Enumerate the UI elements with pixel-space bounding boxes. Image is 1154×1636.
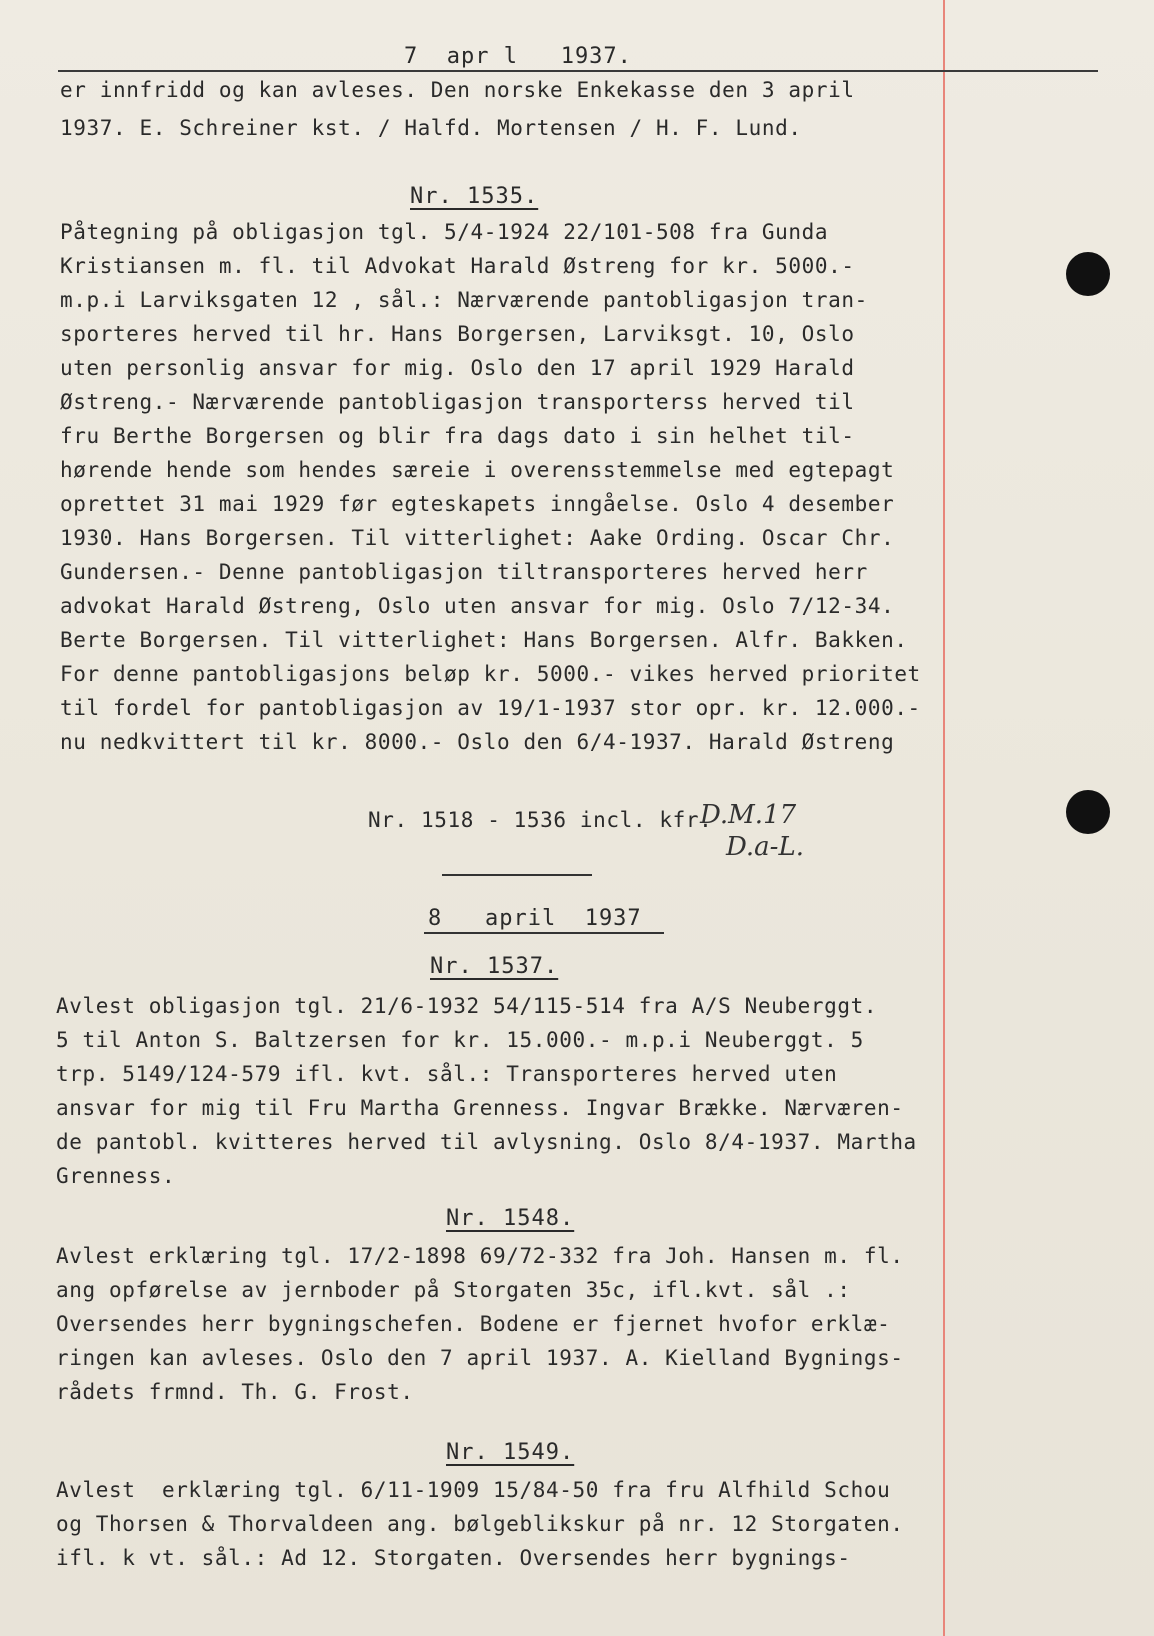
text-line: rådets frmnd. Th. G. Frost. bbox=[56, 1380, 414, 1404]
text-line: de pantobl. kvitteres herved til avlysning. Oslo 8/4-1937. Martha bbox=[56, 1130, 917, 1154]
header-rule bbox=[58, 70, 1098, 72]
page-date-header: 7 apr l 1937. bbox=[404, 44, 632, 69]
entry-heading: Nr. 1537. bbox=[430, 954, 559, 979]
text-line: advokat Harald Østreng, Oslo uten ansvar for mig. Oslo 7/12-34. bbox=[60, 594, 895, 618]
incl-reference: Nr. 1518 - 1536 incl. kfr. bbox=[368, 808, 713, 832]
section-divider bbox=[442, 874, 592, 876]
handwritten-signature: D.a-L. bbox=[726, 832, 804, 862]
text-line: Østreng.- Nærværende pantobligasjon transporterss herved til bbox=[60, 390, 855, 414]
text-line: ansvar for mig til Fru Martha Grenness. Ingvar Brække. Nærværen- bbox=[56, 1096, 904, 1120]
text-line: Kristiansen m. fl. til Advokat Harald Østreng for kr. 5000.- bbox=[60, 254, 855, 278]
text-line: trp. 5149/124-579 ifl. kvt. sål.: Transporteres herved uten bbox=[56, 1062, 838, 1086]
text-line: er innfridd og kan avleses. Den norske Enkekasse den 3 april bbox=[60, 78, 855, 102]
text-line: Avlest erklæring tgl. 6/11-1909 15/84-50 fra fru Alfhild Schou bbox=[56, 1478, 891, 1502]
text-line: ringen kan avleses. Oslo den 7 april 1937. A. Kielland Bygnings- bbox=[56, 1346, 904, 1370]
text-line: 5 til Anton S. Baltzersen for kr. 15.000.- m.p.i Neuberggt. 5 bbox=[56, 1028, 864, 1052]
text-line: til fordel for pantobligasjon av 19/1-1937 stor opr. kr. 12.000.- bbox=[60, 696, 921, 720]
text-line: For denne pantobligasjons beløp kr. 5000.- vikes herved prioritet bbox=[60, 662, 921, 686]
entry-heading: Nr. 1548. bbox=[446, 1206, 575, 1231]
text-line: Påtegning på obligasjon tgl. 5/4-1924 22/101-508 fra Gunda bbox=[60, 220, 829, 244]
text-line: Gundersen.- Denne pantobligasjon tiltransporteres herved herr bbox=[60, 560, 868, 584]
punch-hole-icon bbox=[1066, 252, 1110, 296]
text-line: Avlest obligasjon tgl. 21/6-1932 54/115-514 fra A/S Neuberggt. bbox=[56, 994, 878, 1018]
text-line: Berte Borgersen. Til vitterlighet: Hans Borgersen. Alfr. Bakken. bbox=[60, 628, 908, 652]
text-line: ang opførelse av jernboder på Storgaten 35c, ifl.kvt. sål .: bbox=[56, 1278, 851, 1302]
text-line: og Thorsen & Thorvaldeen ang. bølgeblikskur på nr. 12 Storgaten. bbox=[56, 1512, 904, 1536]
text-line: Oversendes herr bygningschefen. Bodene er fjernet hvofor erklæ- bbox=[56, 1312, 891, 1336]
date-underline bbox=[424, 932, 664, 934]
text-line: sporteres herved til hr. Hans Borgersen, Larviksgt. 10, Oslo bbox=[60, 322, 855, 346]
text-line: uten personlig ansvar for mig. Oslo den 17 april 1929 Harald bbox=[60, 356, 855, 380]
entry-heading: Nr. 1535. bbox=[410, 184, 539, 209]
text-line: fru Berthe Borgersen og blir fra dags dato i sin helhet til- bbox=[60, 424, 855, 448]
date-heading: 8 april 1937 bbox=[428, 906, 642, 931]
text-line: Grenness. bbox=[56, 1164, 176, 1188]
entry-heading: Nr. 1549. bbox=[446, 1440, 575, 1465]
text-line: oprettet 31 mai 1929 før egteskapets inngåelse. Oslo 4 desember bbox=[60, 492, 895, 516]
punch-hole-icon bbox=[1066, 790, 1110, 834]
text-line: 1937. E. Schreiner kst. / Halfd. Mortensen / H. F. Lund. bbox=[60, 116, 802, 140]
text-line: ifl. k vt. sål.: Ad 12. Storgaten. Oversendes herr bygnings- bbox=[56, 1546, 851, 1570]
text-line: 1930. Hans Borgersen. Til vitterlighet: Aake Ording. Oscar Chr. bbox=[60, 526, 895, 550]
red-margin-line bbox=[943, 0, 945, 1636]
text-line: nu nedkvittert til kr. 8000.- Oslo den 6/4-1937. Harald Østreng bbox=[60, 730, 895, 754]
text-line: Avlest erklæring tgl. 17/2-1898 69/72-332 fra Joh. Hansen m. fl. bbox=[56, 1244, 904, 1268]
handwritten-signature: D.M.17 bbox=[700, 800, 797, 830]
text-line: m.p.i Larviksgaten 12 , sål.: Nærværende pantobligasjon tran- bbox=[60, 288, 868, 312]
text-line: hørende hende som hendes særeie i overensstemmelse med egtepagt bbox=[60, 458, 895, 482]
